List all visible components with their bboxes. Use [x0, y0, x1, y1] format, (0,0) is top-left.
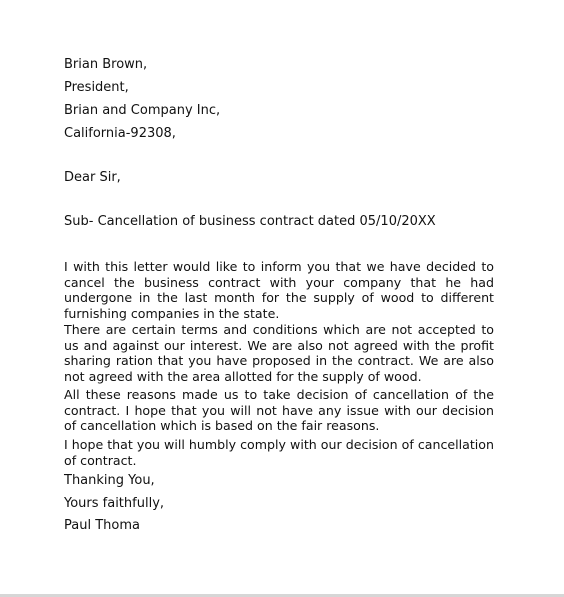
recipient-name: Brian Brown,: [64, 57, 148, 72]
recipient-company: Brian and Company Inc,: [64, 103, 221, 118]
body-paragraph-1: I with this letter would like to inform you that we have decided to cancel the business contract with your company that he had undergone in the last month for the supply of wood to different furnishing companies in the state.: [64, 259, 494, 321]
body-paragraph-3: All these reasons made us to take decision of cancellation of the contract. I hope that you will not have any issue with our decision of cancellation which is based on the fair reasons.: [64, 387, 494, 433]
closing-signoff: Yours faithfully,: [64, 496, 165, 511]
recipient-title: President,: [64, 80, 129, 95]
closing-thanks: Thanking You,: [64, 473, 155, 488]
body-paragraph-4: I hope that you will humbly comply with our decision of cancellation of contract.: [64, 437, 494, 468]
signature-name: Paul Thoma: [64, 518, 140, 533]
salutation: Dear Sir,: [64, 170, 121, 185]
recipient-address: California-92308,: [64, 126, 176, 141]
body-paragraph-2: There are certain terms and conditions which are not accepted to us and against our interest. We are also not agreed with the profit sharing ration that you have proposed in the contract. We are also not agreed with the area allotted for the supply of wood.: [64, 322, 494, 384]
subject-line: Sub- Cancellation of business contract dated 05/10/20XX: [64, 214, 436, 229]
